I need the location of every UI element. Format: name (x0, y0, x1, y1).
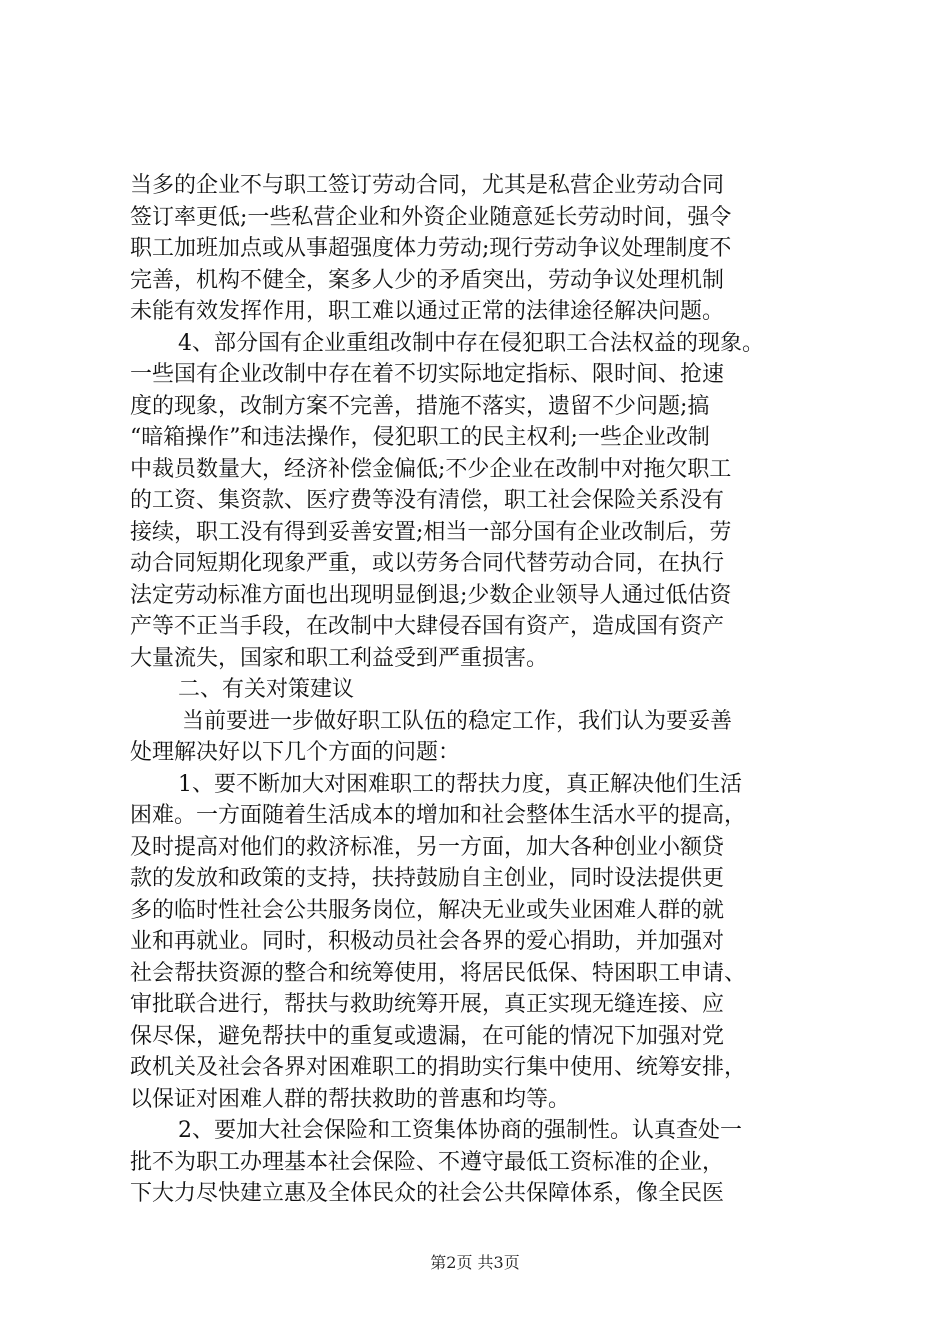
text-line: 以保证对困难人群的帮扶救助的普惠和均等。 (130, 1086, 571, 1112)
text-line: 的工资、集资款、医疗费等没有清偿，职工社会保险关系没有 (130, 488, 725, 513)
section-heading: 二、有关对策建议 (178, 677, 355, 702)
paragraph-heading-1: 1、要不断加大对困难职工的帮扶力度，真正解决他们生活 (178, 771, 742, 797)
text-line: 中裁员数量大，经济补偿金偏低;不少企业在改制中对拖欠职工 (130, 456, 732, 482)
text-line: 法定劳动标准方面也出现明显倒退;少数企业领导人通过低估资 (130, 582, 732, 608)
text-line: 大量流失，国家和职工利益受到严重损害。 (130, 645, 549, 671)
text-line: 动合同短期化现象严重，或以劳务合同代替劳动合同，在执行 (130, 551, 725, 576)
text-line: 业和再就业。同时，积极动员社会各界的爱心捐助，并加强对 (130, 929, 725, 954)
text-line: 多的临时性社会公共服务岗位，解决无业或失业困难人群的就 (130, 897, 725, 923)
page-footer: 第2页 共3页 (430, 1253, 520, 1272)
text-line: 审批联合进行，帮扶与救助统筹开展，真正实现无缝连接、应 (130, 992, 725, 1017)
text-line: 职工加班加点或从事超强度体力劳动;现行劳动争议处理制度不 (130, 236, 732, 261)
text-line: 未能有效发挥作用，职工难以通过正常的法律途径解决问题。 (130, 299, 725, 324)
text-line: 完善，机构不健全，案多人少的矛盾突出，劳动争议处理机制 (130, 267, 725, 293)
paragraph-heading-2: 2、要加大社会保险和工资集体协商的强制性。认真查处一 (178, 1118, 742, 1143)
text-line: 款的发放和政策的支持，扶持鼓励自主创业，同时设法提供更 (130, 866, 725, 891)
text-line: 产等不正当手段，在改制中大肆侵吞国有资产，造成国有资产 (130, 614, 725, 639)
text-line: 当前要进一步做好职工队伍的稳定工作，我们认为要妥善 (182, 708, 733, 734)
text-line: 及时提高对他们的救济标准，另一方面，加大各种创业小额贷 (130, 834, 725, 860)
text-line: 一些国有企业改制中存在着不切实际地定指标、限时间、抢速 (130, 362, 725, 387)
text-line: “暗箱操作”和违法操作，侵犯职工的民主权利;一些企业改制 (130, 425, 710, 450)
text-line: 政机关及社会各界对困难职工的捐助实行集中使用、统筹安排， (130, 1055, 747, 1080)
text-line: 下大力尽快建立惠及全体民众的社会公共保障体系，像全民医 (130, 1181, 725, 1206)
text-line: 度的现象，改制方案不完善，措施不落实，遗留不少问题;搞 (130, 393, 710, 419)
text-line: 批不为职工办理基本社会保险、不遵守最低工资标准的企业， (130, 1149, 725, 1175)
text-line: 社会帮扶资源的整合和统筹使用，将居民低保、特困职工申请、 (130, 960, 747, 986)
text-line: 保尽保，避免帮扶中的重复或遗漏，在可能的情况下加强对党 (130, 1023, 725, 1049)
text-line: 接续，职工没有得到妥善安置;相当一部分国有企业改制后，劳 (130, 519, 732, 545)
text-line: 签订率更低;一些私营企业和外资企业随意延长劳动时间，强令 (130, 204, 732, 230)
text-line: 当多的企业不与职工签订劳动合同，尤其是私营企业劳动合同 (130, 173, 725, 198)
paragraph-heading-4: 4、部分国有企业重组改制中存在侵犯职工合法权益的现象。 (178, 330, 764, 356)
text-line: 困难。一方面随着生活成本的增加和社会整体生活水平的提高， (130, 803, 747, 828)
text-line: 处理解决好以下几个方面的问题： (130, 740, 461, 765)
